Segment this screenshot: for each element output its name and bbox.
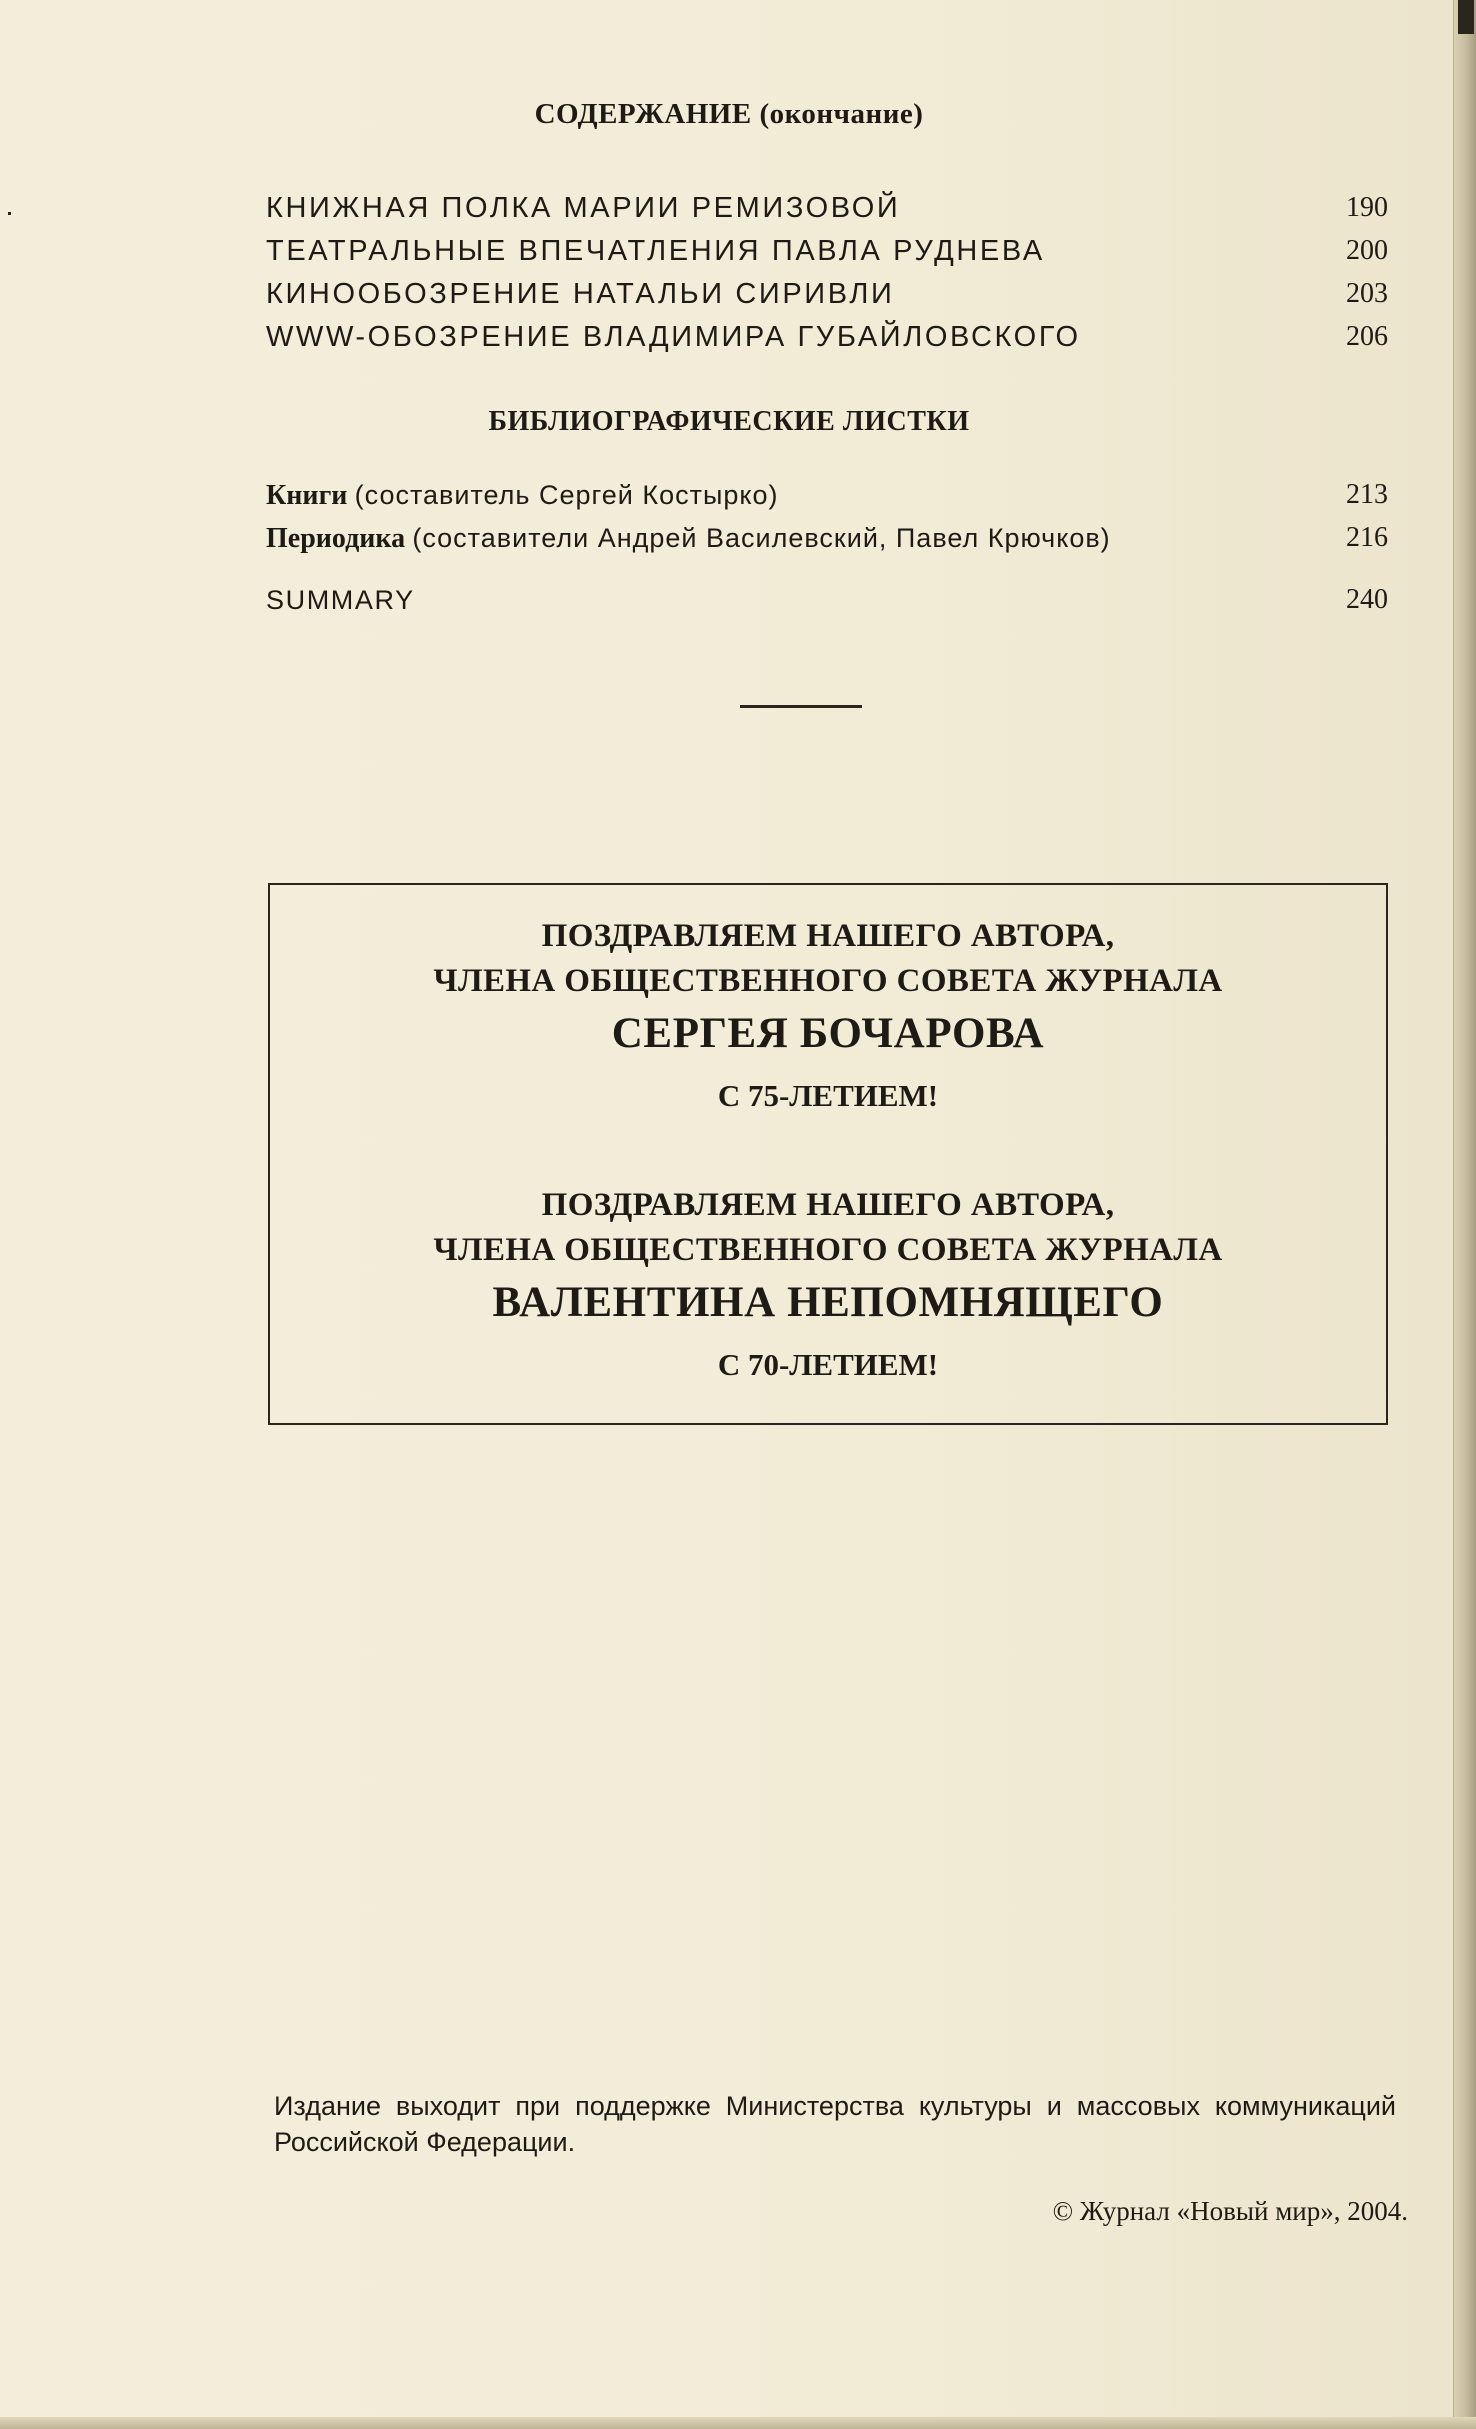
toc-row[interactable] (266, 475, 1388, 515)
congratulations-box (268, 883, 1388, 1425)
contents-subtitle: (окончание) (759, 98, 924, 130)
contents-title: СОДЕРЖАНИЕ (534, 98, 752, 130)
bottom-edge (0, 2417, 1476, 2429)
bib-lead: Периодика (266, 523, 406, 554)
page-edge (1453, 0, 1476, 2429)
toc-title (266, 475, 779, 516)
toc-row[interactable] (266, 580, 1388, 620)
toc-title: КИНООБОЗРЕНИЕ НАТАЛЬИ СИРИВЛИ (266, 278, 895, 310)
bib-rest: (составители Андрей Василевский, Павел Крючков) (412, 523, 1111, 553)
honoree-name: СЕРГЕЯ БОЧАРОВА (611, 1010, 1045, 1057)
toc-page: 203 (1346, 278, 1388, 309)
anniversary-text: С 70-ЛЕТИЕМ! (717, 1347, 939, 1382)
toc-page: 240 (1346, 584, 1388, 615)
support-note: Издание выходит при поддержке Министерства культуры и массовых коммуникаций Российской Федерации. (274, 2091, 1396, 2157)
congrats-line: ЧЛЕНА ОБЩЕСТВЕННОГО СОВЕТА ЖУРНАЛА (433, 1232, 1223, 1268)
toc-page: 200 (1346, 235, 1388, 266)
toc-title (266, 518, 1111, 559)
congrats-line: ПОЗДРАВЛЯЕМ НАШЕГО АВТОРА, (541, 918, 1115, 954)
anniversary-text: С 75-ЛЕТИЕМ! (717, 1078, 939, 1113)
toc-page: 216 (1346, 522, 1388, 553)
edge-mark (1458, 0, 1474, 34)
congrats-line: ЧЛЕНА ОБЩЕСТВЕННОГО СОВЕТА ЖУРНАЛА (433, 963, 1223, 999)
congrats-line: ПОЗДРАВЛЯЕМ НАШЕГО АВТОРА, (541, 1187, 1115, 1223)
copyright: © Журнал «Новый мир», 2004. (1052, 2196, 1408, 2226)
toc-row[interactable] (266, 274, 1388, 314)
toc-title: SUMMARY (266, 585, 415, 615)
honoree-name: ВАЛЕНТИНА НЕПОМНЯЩЕГО (492, 1279, 1164, 1326)
toc-title: ТЕАТРАЛЬНЫЕ ВПЕЧАТЛЕНИЯ ПАВЛА РУДНЕВА (266, 235, 1045, 267)
toc-page: 213 (1346, 479, 1388, 510)
toc-row[interactable] (266, 518, 1388, 558)
toc-row[interactable] (266, 317, 1388, 357)
section-divider (740, 705, 862, 708)
bibliography-heading: БИБЛИОГРАФИЧЕСКИЕ ЛИСТКИ (488, 406, 970, 437)
toc-row[interactable] (266, 188, 1388, 228)
toc-title: КНИЖНАЯ ПОЛКА МАРИИ РЕМИЗОВОЙ (266, 192, 901, 224)
toc-title: WWW-ОБОЗРЕНИЕ ВЛАДИМИРА ГУБАЙЛОВСКОГО (266, 321, 1081, 353)
contents-heading (0, 98, 1458, 131)
toc-page: 190 (1346, 192, 1388, 223)
bib-rest: (составитель Сергей Костырко) (354, 480, 779, 510)
margin-dot (8, 212, 11, 215)
bib-lead: Книги (266, 480, 348, 511)
toc-page: 206 (1346, 321, 1388, 352)
toc-row[interactable] (266, 231, 1388, 271)
